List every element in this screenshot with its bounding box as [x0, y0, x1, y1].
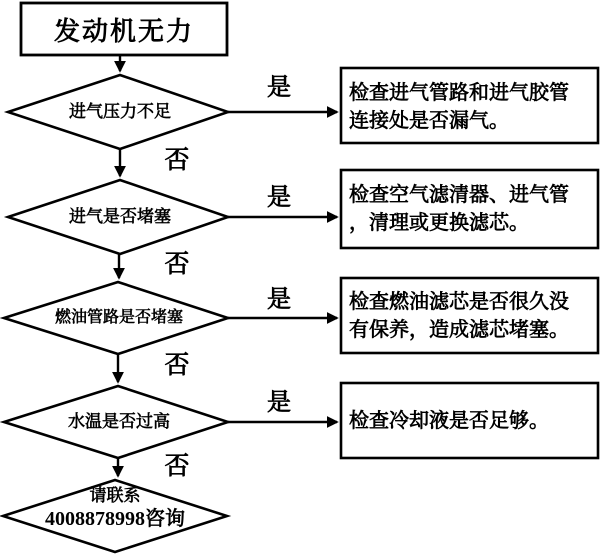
action-text-2: [349, 181, 593, 237]
decision-label-1: 进气压力不足: [69, 102, 171, 121]
decision-label-3: 燃油管路是否堵塞: [54, 309, 183, 326]
yes-label-4: 是: [267, 390, 291, 416]
fallback-node-text: [5, 485, 225, 531]
yes-label-1: 是: [267, 75, 291, 101]
yes-label-2: 是: [267, 185, 291, 211]
fallback-line-1: 请联系: [89, 486, 141, 505]
fallback-line-2: 4008878998咨询: [45, 508, 185, 530]
action-text-4: [349, 383, 593, 458]
start-node-title: 发动机无力: [53, 16, 194, 46]
action-text-3: [349, 288, 593, 344]
yes-label-3: 是: [267, 287, 291, 313]
action-text-1-line-2: 连接处是否漏气。: [349, 110, 509, 132]
decision-label-2: 进气是否堵塞: [69, 207, 171, 226]
no-label-4: 否: [164, 453, 190, 480]
action-text-2-line-1: 检查空气滤清器、进气管: [349, 184, 569, 206]
no-label-3: 否: [164, 352, 190, 379]
action-text-1-line-1: 检查进气管路和进气胶管: [349, 82, 569, 104]
decision-label-4: 水温是否过高: [68, 412, 170, 431]
no-label-1: 否: [164, 147, 190, 174]
action-text-3-line-2: 有保养，造成滤芯堵塞。: [349, 319, 569, 341]
action-text-2-line-2: ，清理或更换滤芯。: [349, 212, 529, 234]
action-text-1: [349, 79, 593, 135]
no-label-2: 否: [164, 251, 190, 278]
action-text-4-line-1: 检查冷却液是否足够。: [349, 409, 549, 432]
action-text-3-line-1: 检查燃油滤芯是否很久没: [349, 291, 569, 313]
